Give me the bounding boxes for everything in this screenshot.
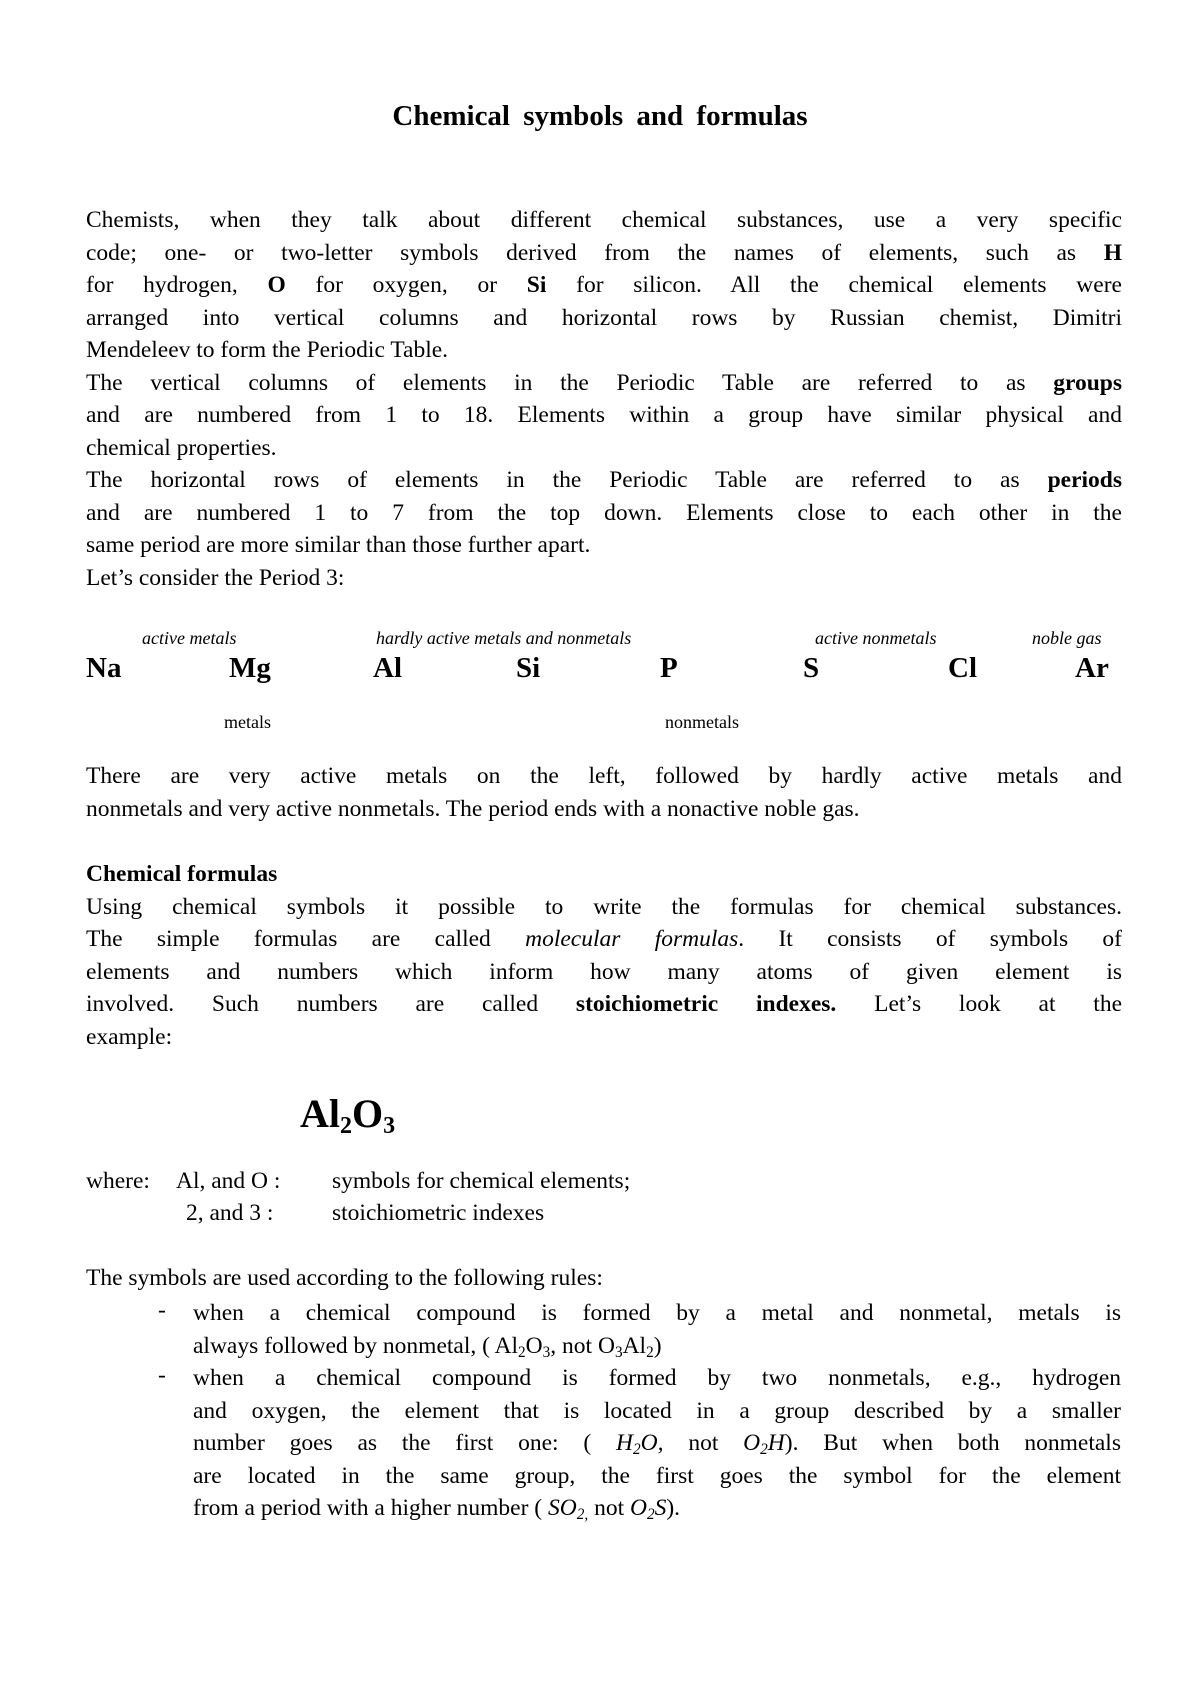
section-heading: Chemical formulas — [86, 861, 278, 887]
element-cl: Cl — [948, 652, 977, 684]
bullet-dash: - — [158, 1362, 166, 1388]
label-active-nonmetals: active nonmetals — [815, 628, 937, 648]
label-hardly-active: hardly active metals and nonmetals — [376, 628, 632, 648]
text-line: The vertical columns of elements in the Periodic Table are referred to as groups — [86, 369, 1122, 396]
where-row1-left: Al, and O : — [176, 1168, 281, 1194]
text-line: always followed by nonmetal, ( $Al_2O_3$, not $O_3Al_2$) — [193, 1332, 662, 1361]
where-label: where: — [86, 1168, 150, 1194]
element-s: S — [803, 652, 820, 684]
label-metals: metals — [224, 712, 271, 732]
text-line: Chemists, when they talk about different chemical substances, use a very specific — [86, 207, 1122, 233]
text-line: Using chemical symbols it possible to write the formulas for chemical substances. — [86, 893, 1122, 920]
text-line: arranged into vertical columns and horizontal rows by Russian chemist, Dimitri — [86, 304, 1122, 331]
text-line: nonmetals and very active nonmetals. The period ends with a nonactive noble gas. — [86, 795, 860, 822]
element-al: Al — [373, 652, 402, 684]
bullet-dash: - — [158, 1297, 166, 1323]
element-ar: Ar — [1075, 652, 1109, 684]
element-p: P — [660, 652, 678, 684]
where-row2-left: 2, and 3 : — [186, 1200, 274, 1226]
text-line: and are numbered 1 to 7 from the top down. Elements close to each other in the — [86, 499, 1122, 526]
text-line: The simple formulas are called molecular formulas. It consists of symbols of — [86, 926, 1122, 952]
text-line: chemical properties. — [86, 434, 277, 461]
text-line: and are numbered from 1 to 18. Elements within a group have similar physical and — [86, 402, 1122, 428]
element-mg: Mg — [229, 652, 271, 684]
text-line: are located in the same group, the first goes the symbol for the element — [193, 1462, 1121, 1489]
text-line: Mendeleev to form the Periodic Table. — [86, 337, 449, 363]
text-line: Let’s consider the Period 3: — [86, 564, 345, 591]
text-line: for hydrogen, O for oxygen, or Si for silicon. All the chemical elements were — [86, 272, 1122, 298]
text-line: same period are more similar than those further apart. — [86, 532, 591, 558]
label-noble-gas: noble gas — [1032, 628, 1102, 648]
element-si: Si — [516, 652, 541, 684]
text-line: code; one- or two-letter symbols derived from the names of elements, such as H — [86, 239, 1122, 266]
example-formula: $Al_2O_3$ — [300, 1091, 396, 1139]
rules-intro: The symbols are used according to the following rules: — [86, 1265, 603, 1291]
intro-paragraph — [86, 204, 1122, 594]
text-line: elements and numbers which inform how many atoms of given element is — [86, 958, 1122, 985]
text-line: involved. Such numbers are called stoichiometric indexes. Let’s look at the — [86, 991, 1122, 1017]
formulas-section — [86, 858, 1122, 1053]
period-summary-paragraph — [86, 760, 1122, 825]
text-line: from a period with a higher number ( $SO_{2,}$ not $O_2S$). — [193, 1495, 681, 1523]
text-line: and oxygen, the element that is located in a group described by a smaller — [193, 1397, 1121, 1424]
text-line: when a chemical compound is formed by two nonmetals, e.g., hydrogen — [193, 1365, 1121, 1391]
page-title: Chemical symbols and formulas — [392, 100, 808, 132]
where-row1-right: symbols for chemical elements; — [332, 1168, 631, 1194]
text-line: The horizontal rows of elements in the Periodic Table are referred to as periods — [86, 467, 1122, 493]
rule-2 — [193, 1362, 1121, 1525]
label-nonmetals: nonmetals — [665, 712, 739, 732]
element-na: Na — [86, 652, 122, 684]
text-line: number goes as the first one: ( $H_2O$, not $O_2H$). But when both nonmetals — [193, 1430, 1121, 1458]
label-active-metals: active metals — [142, 628, 237, 648]
text-line: There are very active metals on the left, followed by hardly active metals and — [86, 763, 1122, 789]
text-line: when a chemical compound is formed by a metal and nonmetal, metals is — [193, 1300, 1121, 1326]
text-line: example: — [86, 1023, 173, 1050]
where-row2-right: stoichiometric indexes — [332, 1200, 545, 1226]
rule-1 — [193, 1297, 1121, 1362]
